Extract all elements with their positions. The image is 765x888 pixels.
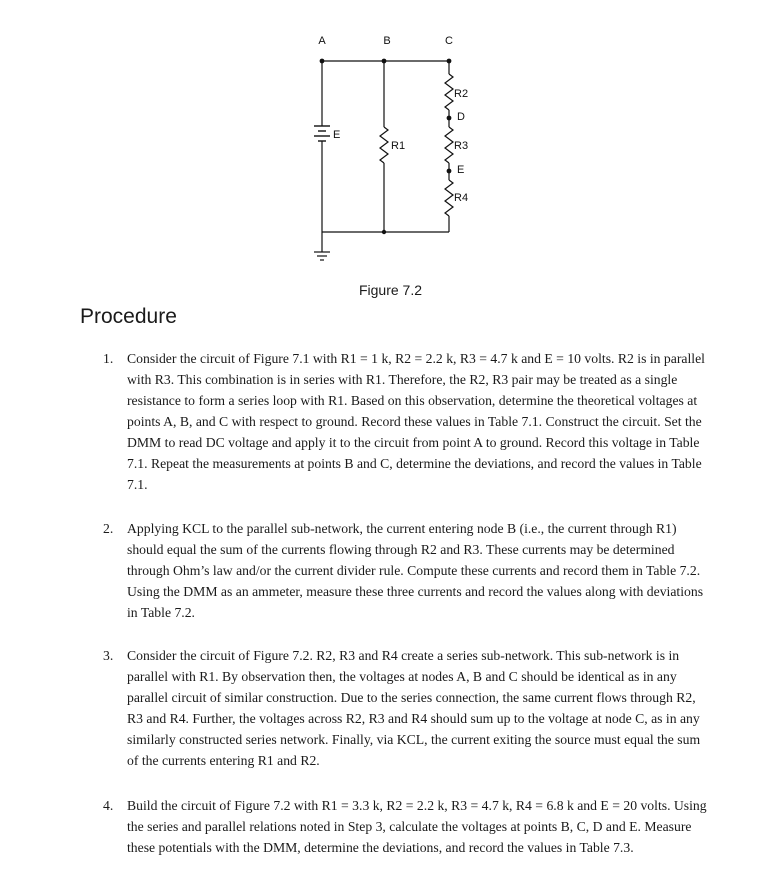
resistor-label-r1: R1 xyxy=(391,140,406,152)
resistor-r4 xyxy=(445,180,453,216)
section-heading: Procedure xyxy=(80,305,177,328)
node-label-a: A xyxy=(318,35,326,47)
figure-caption: Figure 7.2 xyxy=(358,282,423,298)
step-text: Consider the circuit of Figure 7.2. R2, R3 and R4 create a series sub-network. This sub-network is in parallel with R1. By observation then, the voltages at nodes A, B and C should be identical as in any parallel circuit of similar construction. Due to the series connection, the same current flows through R2, R3 and R4. Further, the voltages across R2, R3 and R4 should sum up to the voltage at node C, as in any similarly constructed series network. Finally, via KCL, the current exiting the source must equal the sum of the currents entering R1 and R2. xyxy=(127,648,701,768)
circuit-diagram xyxy=(0,0,765,290)
step-number: 4. xyxy=(103,798,114,813)
node-e-dot xyxy=(447,169,452,174)
node-a-dot xyxy=(320,59,325,64)
node-label-e: E xyxy=(457,164,465,176)
resistor-label-r4: R4 xyxy=(454,192,469,204)
step-number: 2. xyxy=(103,521,114,536)
node-label-d: D xyxy=(457,111,465,123)
bottom-junction-dot xyxy=(382,230,386,234)
resistor-r2 xyxy=(445,74,453,110)
step-text: Consider the circuit of Figure 7.1 with R1 = 1 k, R2 = 2.2 k, R3 = 4.7 k and E = 10 volts. R2 is in parallel with R3. This combination is in series with R1. Therefore, the R2, R3 pair may be treated as a single resistance to form a series loop with R1. Based on this observation, determine the theoretical voltages at points A, B, and C with respect to ground. Record these values in Table 7.1. Construct the circuit. Set the DMM to read DC voltage and apply it to the circuit from point A to ground. Record this voltage in Table 7.1. Repeat the measurements at points B and C, determine the deviations, and record the values in Table 7.1. xyxy=(127,351,705,492)
node-b-dot xyxy=(382,59,387,64)
resistor-r3 xyxy=(445,127,453,163)
resistor-r1 xyxy=(380,127,388,163)
figure-caption-container xyxy=(0,282,765,298)
step-number: 1. xyxy=(103,351,114,366)
node-c-dot xyxy=(447,59,452,64)
node-label-c: C xyxy=(445,35,453,47)
step-text: Applying KCL to the parallel sub-network, the current entering node B (i.e., the current through R1) should equal the sum of the currents flowing through R2 and R3. These currents may be determined through Ohm’s law and/or the current divider rule. Compute these currents and record them in Table 7.2. Using the DMM as an ammeter, measure these three currents and record the values along with deviations in Table 7.2. xyxy=(127,521,704,620)
node-label-b: B xyxy=(383,35,391,47)
source-label-e: E xyxy=(333,129,341,141)
step-text: Build the circuit of Figure 7.2 with R1 = 3.3 k, R2 = 2.2 k, R3 = 4.7 k, R4 = 6.8 k and E = 20 volts. Using the series and parallel relations noted in Step 3, calculate the voltages at points B, C, D and E. Measure these potentials with the DMM, determine the deviations, and record the values in Table 7.3. xyxy=(127,798,707,855)
node-d-dot xyxy=(447,116,452,121)
step-number: 3. xyxy=(103,648,114,663)
resistor-label-r3: R3 xyxy=(454,140,469,152)
resistor-label-r2: R2 xyxy=(454,88,469,100)
circuit-schematic xyxy=(0,0,765,290)
